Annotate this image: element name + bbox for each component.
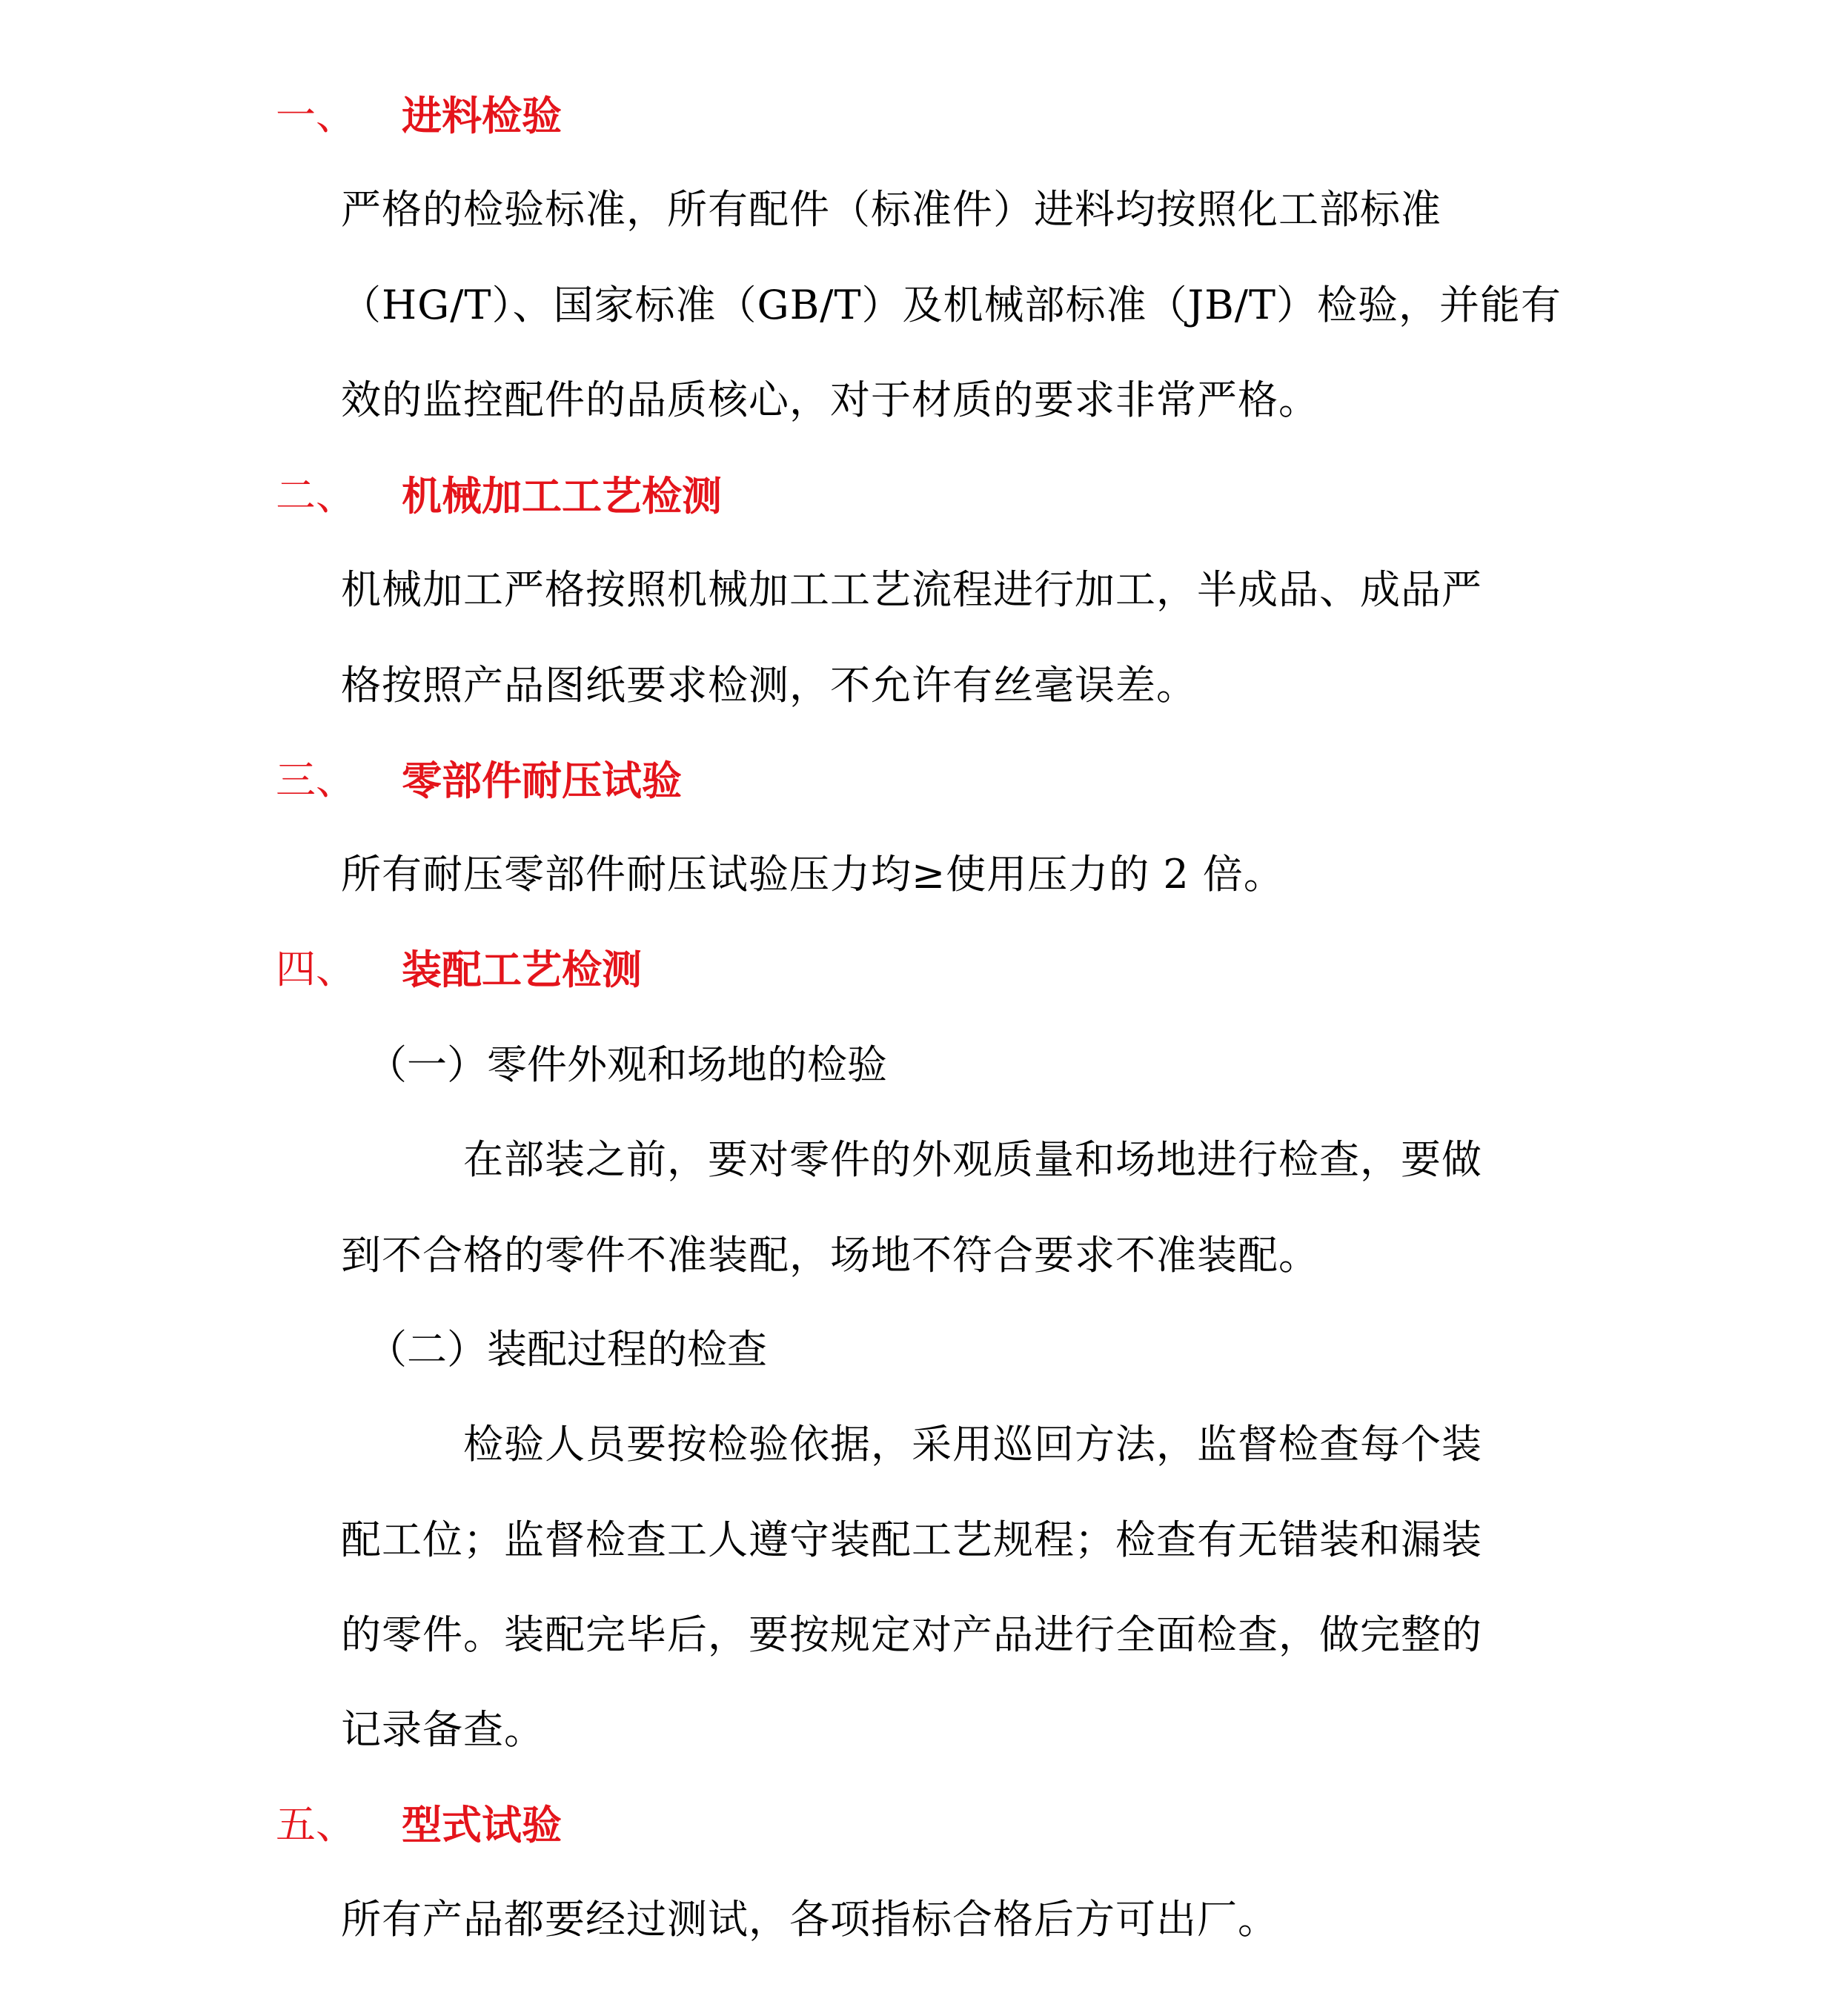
paragraph-line: 所有耐压零部件耐压试验压力均≥使用压力的 2 倍。: [341, 851, 1284, 898]
paragraph-line: 效的监控配件的品质核心，对于材质的要求非常严格。: [341, 377, 1319, 423]
section-number: 三、: [276, 757, 356, 803]
paragraph-line: 记录备查。: [341, 1706, 545, 1753]
section-number: 四、: [276, 946, 356, 992]
paragraph-line: 机械加工严格按照机械加工工艺流程进行加工，半成品、成品严: [341, 566, 1482, 613]
paragraph-line: （HG/T）、国家标准（GB/T）及机械部标准（JB/T）检验，并能有: [341, 282, 1562, 328]
section-title: 装配工艺检测: [402, 946, 642, 993]
paragraph-line: 的零件。装配完毕后，要按规定对产品进行全面检查，做完整的: [341, 1611, 1482, 1658]
subsection-title-2: （二）装配过程的检查: [367, 1326, 767, 1373]
section-number: 一、: [276, 92, 356, 139]
section-number: 五、: [276, 1801, 356, 1848]
paragraph-line: 配工位；监督检查工人遵守装配工艺规程；检查有无错装和漏装: [341, 1516, 1482, 1563]
paragraph-line: 到不合格的零件不准装配，场地不符合要求不准装配。: [341, 1232, 1319, 1279]
paragraph-line: 格按照产品图纸要求检测，不允许有丝毫误差。: [341, 662, 1197, 709]
section-title: 机械加工工艺检测: [402, 472, 722, 520]
section-title: 型式试验: [402, 1801, 562, 1848]
subsection-title-1: （一）零件外观和场地的检验: [367, 1041, 887, 1088]
paragraph-line: 严格的检验标准，所有配件（标准件）进料均按照化工部标准: [341, 186, 1441, 233]
paragraph-line: 检验人员要按检验依据，采用巡回方法，监督检查每个装: [463, 1421, 1482, 1468]
section-title: 零部件耐压试验: [402, 757, 682, 804]
section-title: 进料检验: [402, 92, 562, 139]
section-number: 二、: [276, 472, 356, 519]
paragraph-line: 所有产品都要经过测试，各项指标合格后方可出厂。: [341, 1896, 1278, 1943]
paragraph-line: 在部装之前，要对零件的外观质量和场地进行检查，要做: [463, 1136, 1482, 1183]
